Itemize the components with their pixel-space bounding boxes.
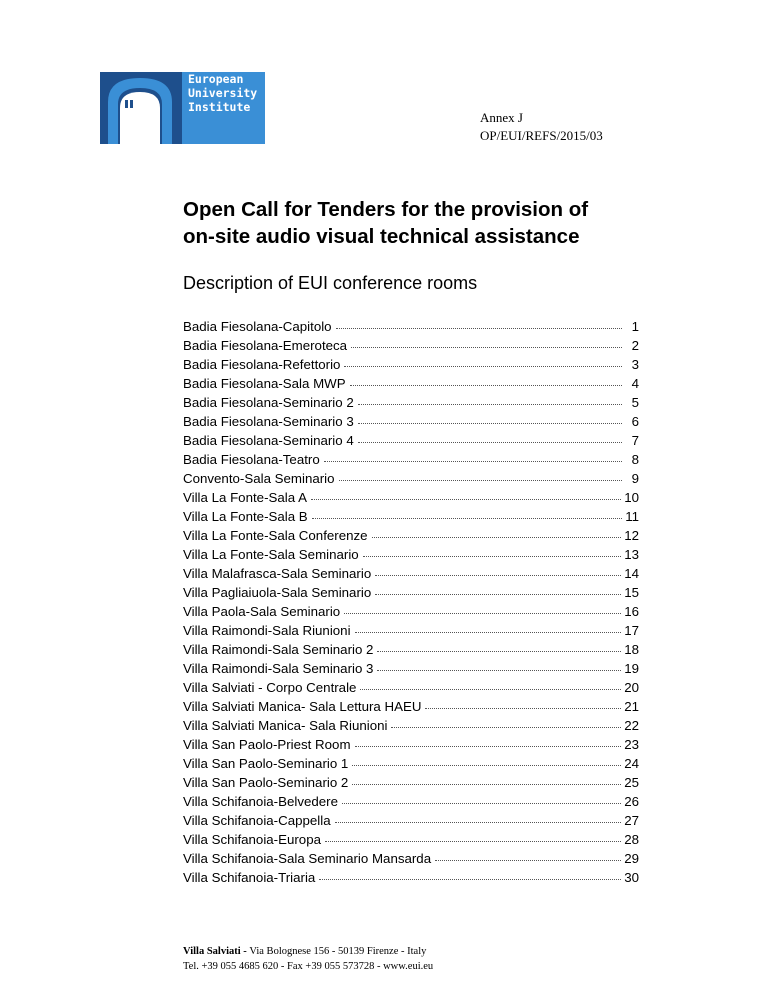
toc-entry-label: Villa Salviati Manica- Sala Lettura HAEU [183,699,422,714]
toc-entry-label: Villa Malafrasca-Sala Seminario [183,566,372,581]
table-of-contents [183,317,639,887]
toc-entry[interactable] [183,412,639,431]
toc-entry[interactable] [183,754,639,773]
toc-entry-label: Villa Raimondi-Sala Seminario 2 [183,642,374,657]
toc-entry-label: Villa Paola-Sala Seminario [183,604,341,619]
toc-entry[interactable] [183,697,639,716]
logo-window-right [130,100,133,108]
toc-dot-leader [352,783,621,785]
toc-entry-page: 19 [624,661,639,676]
toc-dot-leader [358,422,622,424]
toc-entry[interactable] [183,526,639,545]
toc-dot-leader [360,688,621,690]
toc-entry-label: Villa La Fonte-Sala A [183,490,307,505]
toc-entry-page: 13 [624,547,639,562]
logo-line-1: European [188,72,244,86]
toc-entry-label: Villa La Fonte-Sala Conferenze [183,528,368,543]
toc-entry-page: 12 [624,528,639,543]
title-line-1: Open Call for Tenders for the provision of [183,198,589,221]
logo-window-left [125,100,128,108]
toc-entry-page: 20 [624,680,639,695]
toc-dot-leader [336,327,622,329]
toc-entry[interactable] [183,659,639,678]
toc-entry-label: Villa La Fonte-Sala Seminario [183,547,359,562]
toc-dot-leader [311,498,621,500]
toc-dot-leader [372,536,622,538]
toc-dot-leader [350,384,622,386]
toc-entry-page: 7 [631,433,639,448]
toc-entry-label: Villa Schifanoia-Sala Seminario Mansarda [183,851,432,866]
reference-code: OP/EUI/REFS/2015/03 [480,128,603,143]
toc-entry[interactable] [183,583,639,602]
toc-entry[interactable] [183,450,639,469]
logo-line-3: Institute [188,100,251,114]
toc-entry[interactable] [183,830,639,849]
toc-entry-page: 25 [624,775,639,790]
toc-entry[interactable] [183,849,639,868]
toc-dot-leader [355,631,622,633]
footer-contact: Tel. +39 055 4685 620 - Fax +39 055 573728 - www.eui.eu [183,961,434,972]
toc-dot-leader [377,650,621,652]
toc-dot-leader [324,460,622,462]
toc-entry[interactable] [183,469,639,488]
toc-entry-page: 30 [624,870,639,885]
toc-entry[interactable] [183,564,639,583]
toc-entry-page: 23 [624,737,639,752]
toc-entry[interactable] [183,640,639,659]
toc-entry-label: Badia Fiesolana-Emeroteca [183,338,348,353]
toc-entry-page: 1 [631,319,639,334]
toc-entry[interactable] [183,336,639,355]
toc-dot-leader [377,669,621,671]
toc-entry-label: Badia Fiesolana-Capitolo [183,319,332,334]
toc-entry-label: Villa Schifanoia-Cappella [183,813,331,828]
toc-entry[interactable] [183,431,639,450]
toc-entry-page: 18 [624,642,639,657]
toc-entry-label: Villa Raimondi-Sala Riunioni [183,623,351,638]
toc-entry[interactable] [183,374,639,393]
toc-entry-page: 17 [624,623,639,638]
toc-entry-page: 10 [624,490,639,505]
toc-entry-label: Badia Fiesolana-Seminario 4 [183,433,354,448]
toc-entry-page: 28 [624,832,639,847]
toc-entry-page: 6 [631,414,639,429]
logo-text [188,72,257,114]
toc-entry-label: Villa La Fonte-Sala B [183,509,308,524]
toc-entry-label: Badia Fiesolana-Seminario 3 [183,414,354,429]
toc-entry-label: Villa Schifanoia-Belvedere [183,794,338,809]
toc-entry-page: 11 [625,509,639,524]
toc-entry[interactable] [183,773,639,792]
toc-entry-label: Villa Pagliaiuola-Sala Seminario [183,585,372,600]
toc-entry[interactable] [183,716,639,735]
toc-entry-label: Badia Fiesolana-Seminario 2 [183,395,354,410]
toc-entry[interactable] [183,792,639,811]
toc-entry-page: 26 [624,794,639,809]
logo-line-2: University [188,86,258,100]
toc-entry-label: Villa Salviati - Corpo Centrale [183,680,357,695]
toc-entry-label: Badia Fiesolana-Refettorio [183,357,341,372]
toc-dot-leader [363,555,622,557]
toc-entry-page: 24 [624,756,639,771]
toc-entry[interactable] [183,621,639,640]
toc-entry[interactable] [183,545,639,564]
toc-entry-page: 9 [631,471,639,486]
title-line-2: on-site audio visual technical assistance [183,225,580,248]
toc-entry-page: 21 [624,699,639,714]
toc-dot-leader [425,707,621,709]
toc-entry-page: 3 [631,357,639,372]
toc-dot-leader [342,802,621,804]
toc-entry[interactable] [183,811,639,830]
toc-entry[interactable] [183,735,639,754]
footer-address-text: Via Bolognese 156 - 50139 Firenze - Italy [249,946,427,957]
toc-entry-label: Badia Fiesolana-Teatro [183,452,320,467]
toc-dot-leader [435,859,621,861]
toc-entry-page: 22 [624,718,639,733]
toc-entry-page: 16 [624,604,639,619]
toc-dot-leader [335,821,622,823]
toc-entry-label: Villa San Paolo-Seminario 1 [183,756,349,771]
toc-dot-leader [358,441,622,443]
toc-dot-leader [352,764,621,766]
toc-dot-leader [375,574,621,576]
toc-dot-leader [344,365,622,367]
document-subtitle: Description of EUI conference rooms [183,273,478,293]
annex-reference [480,109,603,145]
toc-entry[interactable] [183,317,639,336]
toc-entry[interactable] [183,678,639,697]
toc-entry-label: Convento-Sala Seminario [183,471,335,486]
toc-dot-leader [325,840,621,842]
toc-entry-label: Villa Salviati Manica- Sala Riunioni [183,718,388,733]
toc-entry-page: 15 [624,585,639,600]
toc-entry[interactable] [183,355,639,374]
toc-dot-leader [375,593,621,595]
toc-entry[interactable] [183,393,639,412]
toc-entry[interactable] [183,488,639,507]
toc-entry-label: Villa Raimondi-Sala Seminario 3 [183,661,374,676]
footer-bold: Villa Salviati - [183,946,250,957]
toc-entry-page: 8 [631,452,639,467]
page-footer [183,944,433,974]
toc-entry-page: 2 [631,338,639,353]
footer-address [183,944,433,959]
toc-entry-page: 29 [624,851,639,866]
toc-dot-leader [351,346,622,348]
toc-entry-label: Villa San Paolo-Seminario 2 [183,775,349,790]
toc-dot-leader [391,726,621,728]
toc-entry[interactable] [183,868,639,887]
toc-entry-page: 4 [631,376,639,391]
toc-entry-label: Villa Schifanoia-Triaria [183,870,316,885]
logo-door [120,92,160,144]
toc-entry-label: Villa San Paolo-Priest Room [183,737,351,752]
toc-dot-leader [319,878,621,880]
toc-dot-leader [355,745,622,747]
toc-dot-leader [344,612,621,614]
toc-dot-leader [339,479,622,481]
toc-entry-label: Badia Fiesolana-Sala MWP [183,376,346,391]
toc-entry[interactable] [183,602,639,621]
toc-entry-page: 14 [624,566,639,581]
toc-dot-leader [358,403,622,405]
annex-label: Annex J [480,110,523,125]
toc-entry-page: 27 [624,813,639,828]
toc-entry-label: Villa Schifanoia-Europa [183,832,321,847]
document-title [183,196,643,250]
toc-entry[interactable] [183,507,639,526]
toc-entry-page: 5 [631,395,639,410]
toc-dot-leader [312,517,622,519]
